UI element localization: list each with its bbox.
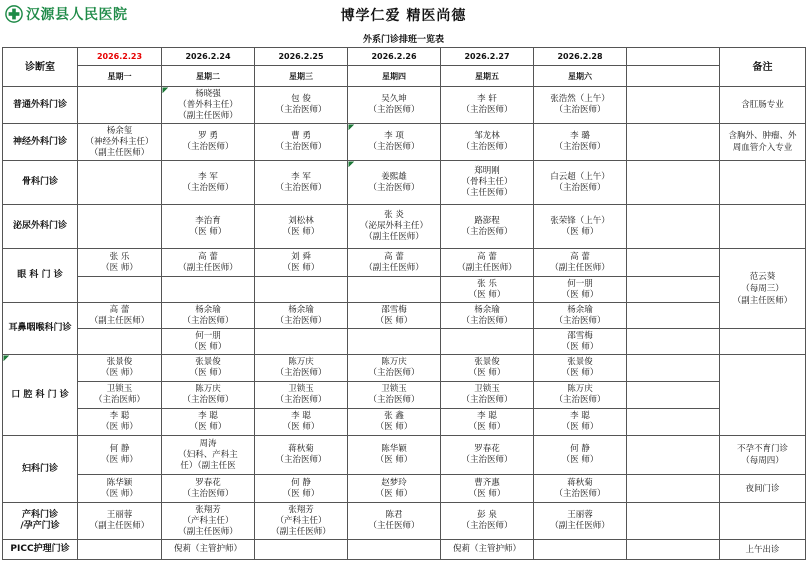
schedule-cell: 陈君 （主任医师）	[348, 503, 441, 540]
schedule-cell	[255, 277, 348, 303]
schedule-cell: 卫锁玉 （主治医师）	[78, 382, 162, 409]
schedule-cell: 张浩然（上午） （主治医师）	[534, 87, 627, 124]
schedule-cell	[255, 540, 348, 560]
schedule-cell: 张 乐 （医 师）	[441, 277, 534, 303]
note-column-header: 备注	[720, 48, 806, 87]
schedule-cell: 何 静 （医 师）	[78, 436, 162, 475]
schedule-cell: 陈华颖 （医 师）	[78, 475, 162, 503]
schedule-cell	[627, 87, 720, 124]
schedule-cell: 高 蕾 （副主任医师）	[348, 249, 441, 277]
schedule-cell: 张景俊 （医 师）	[78, 355, 162, 382]
schedule-cell: 邵雪梅 （医 师）	[534, 329, 627, 355]
schedule-cell: 卫锁玉 （主治医师）	[348, 382, 441, 409]
schedule-cell	[627, 475, 720, 503]
hospital-name: 汉源县人民医院	[26, 7, 128, 23]
schedule-cell: 杨余瑜 （主治医师）	[441, 303, 534, 329]
schedule-cell: 杨余瑜 （主治医师）	[255, 303, 348, 329]
schedule-cell: 蒋秋菊 （主治医师）	[534, 475, 627, 503]
schedule-cell: 倪莉（主管护师）	[162, 540, 255, 560]
table-row	[3, 205, 806, 249]
schedule-cell: 陈华颖 （医 师）	[348, 436, 441, 475]
table-row	[3, 249, 806, 277]
note-cell	[720, 503, 806, 540]
schedule-cell: 张荣锋（上午） （医 师）	[534, 205, 627, 249]
schedule-cell	[627, 355, 720, 382]
schedule-cell: 郑明刚 （骨科主任） （主任医师）	[441, 161, 534, 205]
note-cell	[720, 355, 806, 436]
date-header: 2026.2.28	[534, 48, 627, 66]
schedule-cell: 蒋秋菊 （主治医师）	[255, 436, 348, 475]
schedule-cell	[78, 205, 162, 249]
schedule-cell	[534, 540, 627, 560]
schedule-cell: 陈万庆 （主治医师）	[534, 382, 627, 409]
schedule-cell: 路澎程 （主治医师）	[441, 205, 534, 249]
schedule-cell	[627, 382, 720, 409]
weekday-header: 星期三	[255, 66, 348, 87]
schedule-cell: 赵梦玲 （医 师）	[348, 475, 441, 503]
date-header	[627, 48, 720, 66]
weekday-header: 星期四	[348, 66, 441, 87]
schedule-cell: 张 乐 （医 师）	[78, 249, 162, 277]
schedule-cell: 白云超（上午） （主治医师）	[534, 161, 627, 205]
dept-gynecology: 妇科门诊	[3, 436, 78, 503]
table-row	[3, 382, 806, 409]
schedule-cell	[78, 277, 162, 303]
schedule-cell: 姜熙雄 （主治医师）	[348, 161, 441, 205]
note-cell	[720, 329, 806, 355]
schedule-cell: 李 聪 （医 师）	[78, 409, 162, 436]
table-row	[3, 436, 806, 475]
schedule-cell: 何一朋 （医 师）	[162, 329, 255, 355]
schedule-cell: 高 蕾 （副主任医师）	[441, 249, 534, 277]
weekday-header: 星期二	[162, 66, 255, 87]
schedule-cell: 高 蕾 （副主任医师）	[78, 303, 162, 329]
dept-column-header: 诊断室	[3, 48, 78, 87]
schedule-cell: 李 聪 （医 师）	[441, 409, 534, 436]
note-cell	[720, 205, 806, 249]
schedule-cell	[627, 277, 720, 303]
schedule-cell: 李 聪 （医 师）	[534, 409, 627, 436]
schedule-cell	[441, 329, 534, 355]
table-row	[3, 475, 806, 503]
schedule-cell: 邹龙林 （主治医师）	[441, 124, 534, 161]
note-cell: 夜间门诊	[720, 475, 806, 503]
weekday-header: 星期六	[534, 66, 627, 87]
schedule-cell: 周涛 （妇科、产科主 任）（副主任医	[162, 436, 255, 475]
note-cell: 含肛肠专业	[720, 87, 806, 124]
schedule-cell: 张翔芳 （产科主任） （副主任医师）	[255, 503, 348, 540]
schedule-cell: 张 炎 （泌尿外科主任） （副主任医师）	[348, 205, 441, 249]
schedule-cell: 张景俊 （医 师）	[162, 355, 255, 382]
schedule-cell: 罗春花 （主治医师）	[441, 436, 534, 475]
weekday-header: 星期一	[78, 66, 162, 87]
schedule-cell: 何一朋 （医 师）	[534, 277, 627, 303]
weekday-header: 星期五	[441, 66, 534, 87]
table-row	[3, 409, 806, 436]
schedule-cell	[78, 161, 162, 205]
schedule-cell	[627, 124, 720, 161]
date-header: 2026.2.25	[255, 48, 348, 66]
schedule-cell: 倪莉（主管护师）	[441, 540, 534, 560]
dept-orthopedics: 骨科门诊	[3, 161, 78, 205]
schedule-cell: 张翔芳 （产科主任） （副主任医师）	[162, 503, 255, 540]
dept-urology: 泌尿外科门诊	[3, 205, 78, 249]
schedule-cell	[78, 540, 162, 560]
table-row	[3, 87, 806, 124]
dept-ophthalmology: 眼 科 门 诊	[3, 249, 78, 303]
table-row	[3, 329, 806, 355]
date-header: 2026.2.24	[162, 48, 255, 66]
table-row	[3, 161, 806, 205]
schedule-cell: 曹齐惠 （医 师）	[441, 475, 534, 503]
weekday-header	[627, 66, 720, 87]
schedule-cell	[627, 409, 720, 436]
note-cell: 含胸外、肿瘤、外 周血管介入专业	[720, 124, 806, 161]
schedule-cell: 杨余瑜 （主治医师）	[534, 303, 627, 329]
schedule-cell	[348, 540, 441, 560]
schedule-cell: 李 璐 （主治医师）	[534, 124, 627, 161]
page-slogan: 博学仁爱 精医尚德	[340, 8, 467, 24]
dept-neuro-surgery: 神经外科门诊	[3, 124, 78, 161]
schedule-cell: 彭 泉 （主治医师）	[441, 503, 534, 540]
schedule-cell: 杨余玺 （神经外科主任） （副主任医师）	[78, 124, 162, 161]
schedule-cell	[78, 87, 162, 124]
sheet-title: 外系门诊排班一览表	[362, 35, 444, 45]
schedule-cell: 张 鑫 （医 师）	[348, 409, 441, 436]
schedule-cell: 罗春花 （主治医师）	[162, 475, 255, 503]
schedule-cell: 陈万庆 （主治医师）	[255, 355, 348, 382]
date-header: 2026.2.27	[441, 48, 534, 66]
schedule-cell: 包 俊 （主治医师）	[255, 87, 348, 124]
schedule-cell	[78, 329, 162, 355]
dept-obstetrics: 产科门诊 /孕产门诊	[3, 503, 78, 540]
schedule-cell	[627, 503, 720, 540]
page-header	[0, 0, 807, 30]
table-row	[3, 540, 806, 560]
dept-picc: PICC护理门诊	[3, 540, 78, 560]
schedule-cell	[162, 277, 255, 303]
schedule-table	[2, 47, 806, 560]
schedule-cell: 卫锁玉 （主治医师）	[441, 382, 534, 409]
schedule-cell: 陈万庆 （主治医师）	[162, 382, 255, 409]
schedule-cell: 罗 勇 （主治医师）	[162, 124, 255, 161]
schedule-cell	[627, 161, 720, 205]
dept-general-surgery: 普通外科门诊	[3, 87, 78, 124]
schedule-cell: 刘松林 （医 师）	[255, 205, 348, 249]
schedule-cell	[627, 249, 720, 277]
schedule-cell	[627, 329, 720, 355]
note-cell: 范云葵 （每周三） （副主任医师）	[720, 249, 806, 329]
schedule-cell: 何 静 （医 师）	[255, 475, 348, 503]
schedule-cell	[627, 540, 720, 560]
dept-dental: 口 腔 科 门 诊	[3, 355, 78, 436]
schedule-cell: 张景俊 （医 师）	[441, 355, 534, 382]
schedule-cell: 李 军 （主治医师）	[255, 161, 348, 205]
schedule-cell: 陈万庆 （主治医师）	[348, 355, 441, 382]
table-row	[3, 277, 806, 303]
dept-ent: 耳鼻咽喉科门诊	[3, 303, 78, 355]
schedule-cell: 王丽蓉 （副主任医师）	[534, 503, 627, 540]
date-header: 2026.2.26	[348, 48, 441, 66]
schedule-cell: 邵雪梅 （医 师）	[348, 303, 441, 329]
table-row	[3, 124, 806, 161]
schedule-cell: 杨余瑜 （主治医师）	[162, 303, 255, 329]
schedule-cell: 吴久坤 （主治医师）	[348, 87, 441, 124]
table-row	[3, 503, 806, 540]
schedule-cell: 曹 勇 （主治医师）	[255, 124, 348, 161]
schedule-cell: 李 项 （主治医师）	[348, 124, 441, 161]
schedule-cell: 王丽蓉 （副主任医师）	[78, 503, 162, 540]
date-header: 2026.2.23	[78, 48, 162, 66]
schedule-cell: 何 静 （医 师）	[534, 436, 627, 475]
schedule-cell: 李 聪 （医 师）	[255, 409, 348, 436]
schedule-cell	[627, 436, 720, 475]
table-row	[3, 303, 806, 329]
schedule-cell: 刘 舜 （医 师）	[255, 249, 348, 277]
schedule-cell: 李 聪 （医 师）	[162, 409, 255, 436]
schedule-cell	[348, 329, 441, 355]
schedule-cell	[627, 303, 720, 329]
schedule-cell	[627, 205, 720, 249]
schedule-cell: 高 蕾 （副主任医师）	[162, 249, 255, 277]
schedule-cell: 李 军 （主治医师）	[162, 161, 255, 205]
note-cell: 上午出诊	[720, 540, 806, 560]
schedule-cell: 张景俊 （医 师）	[534, 355, 627, 382]
schedule-cell: 李 轩 （主治医师）	[441, 87, 534, 124]
schedule-cell: 李治育 （医 师）	[162, 205, 255, 249]
schedule-cell: 高 蕾 （副主任医师）	[534, 249, 627, 277]
schedule-cell: 杨晓强 （普外科主任） （副主任医师）	[162, 87, 255, 124]
schedule-cell	[348, 277, 441, 303]
schedule-cell	[255, 329, 348, 355]
schedule-cell: 卫锁玉 （主治医师）	[255, 382, 348, 409]
note-cell: 不孕不育门诊 （每周四）	[720, 436, 806, 475]
note-cell	[720, 161, 806, 205]
table-row	[3, 355, 806, 382]
